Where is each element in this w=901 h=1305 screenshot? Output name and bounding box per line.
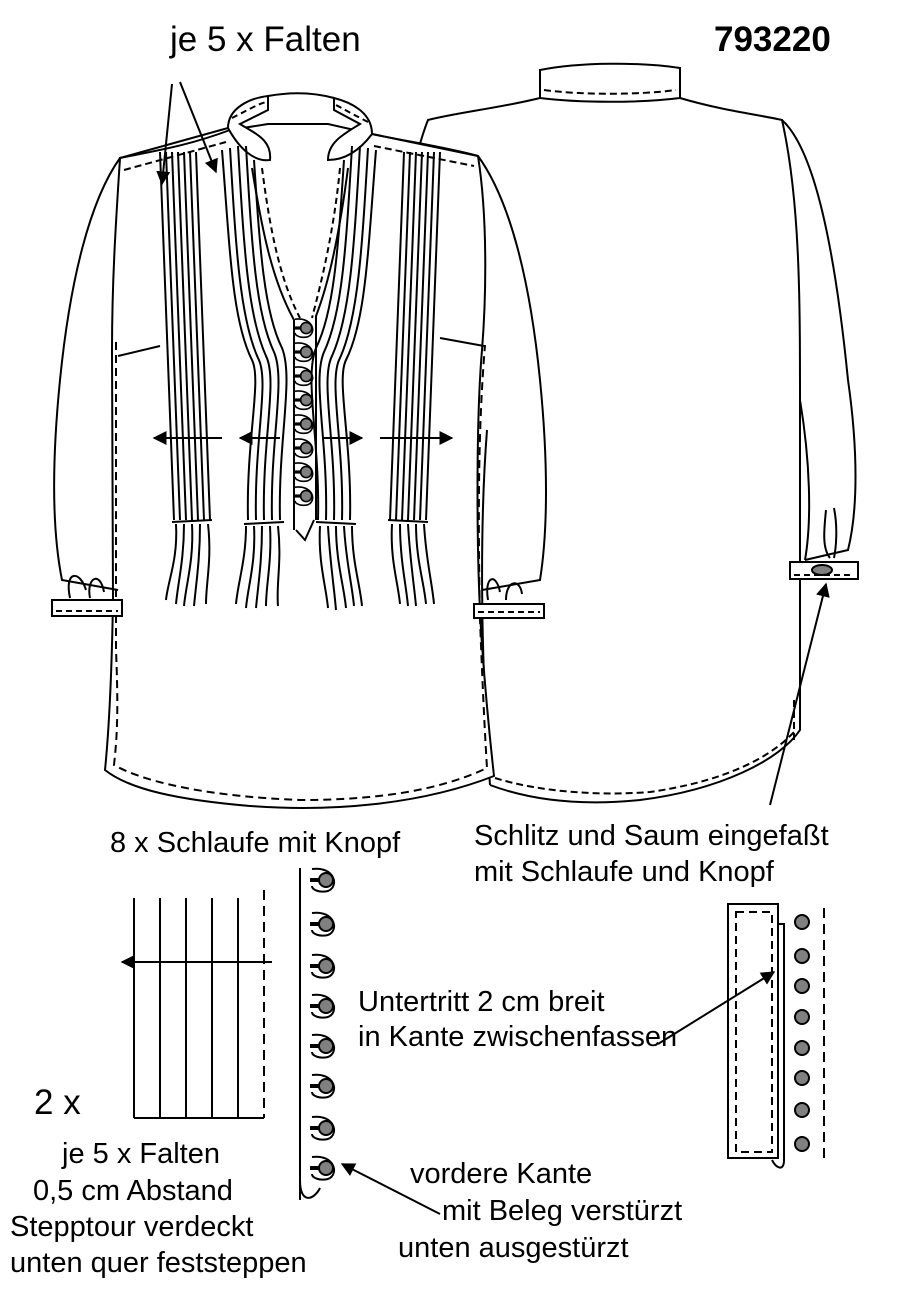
pleat-detail-line1: je 5 x Falten (62, 1138, 220, 1170)
article-number: 793220 (714, 20, 831, 59)
pleat-count-label: 2 x (34, 1083, 81, 1122)
slit-label-line2: mit Schlaufe und Knopf (474, 856, 774, 888)
pleat-detail (122, 890, 272, 1118)
pleat-detail-line3: Stepptour verdeckt (10, 1211, 254, 1243)
underlap-detail (658, 904, 824, 1168)
pleat-detail-line4: unten quer feststeppen (10, 1247, 307, 1279)
pleats-header-label: je 5 x Falten (170, 20, 361, 59)
underlap-label-line1: Untertritt 2 cm breit (358, 986, 605, 1018)
front-edge-loops (310, 869, 334, 1180)
front-view (52, 82, 546, 808)
front-edge-line3: unten ausgestürzt (398, 1232, 629, 1264)
front-edge-line2: mit Beleg verstürzt (442, 1195, 683, 1227)
underlap-label-line2: in Kante zwischenfassen (358, 1021, 678, 1053)
loops-label: 8 x Schlaufe mit Knopf (110, 827, 401, 859)
pleat-detail-line2: 0,5 cm Abstand (33, 1175, 233, 1207)
underlap-buttons (795, 915, 809, 1151)
front-edge-line1: vordere Kante (410, 1158, 593, 1190)
slit-label-line1: Schlitz und Saum eingefaßt (474, 820, 829, 852)
